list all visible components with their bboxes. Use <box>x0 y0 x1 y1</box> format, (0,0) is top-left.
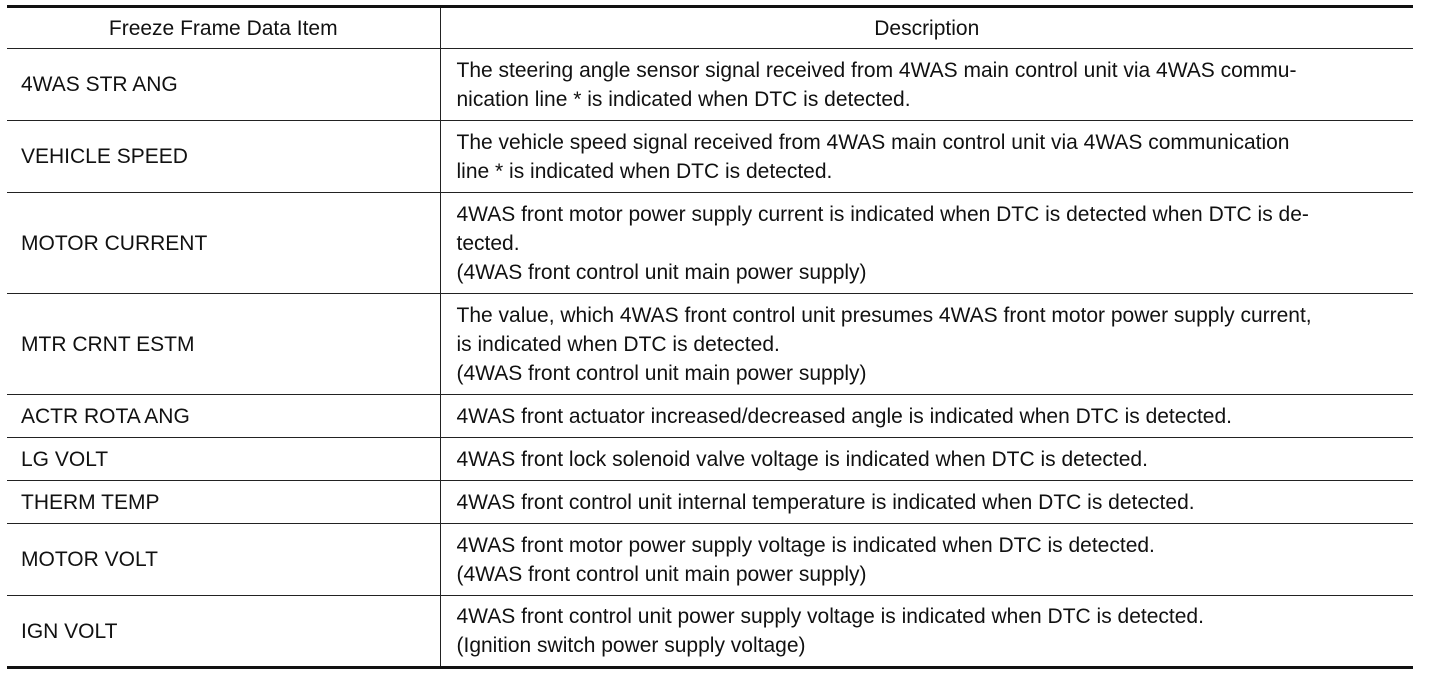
header-item: Freeze Frame Data Item <box>7 7 440 49</box>
description-line: is indicated when DTC is detected. <box>456 332 780 356</box>
table-row <box>7 121 1413 193</box>
description-cell <box>440 438 1413 481</box>
item-cell: MTR CRNT ESTM <box>7 294 440 395</box>
item-cell: LG VOLT <box>7 438 440 481</box>
item-cell: THERM TEMP <box>7 481 440 524</box>
description-cell <box>440 193 1413 294</box>
table-row <box>7 193 1413 294</box>
item-cell: 4WAS STR ANG <box>7 49 440 121</box>
description-line: nication line * is indicated when DTC is detected. <box>456 87 911 111</box>
description-cell <box>440 524 1413 596</box>
table-row <box>7 395 1413 438</box>
table-row <box>7 438 1413 481</box>
description-line: (4WAS front control unit main power supply) <box>456 562 867 586</box>
item-cell: ACTR ROTA ANG <box>7 395 440 438</box>
description-cell <box>440 294 1413 395</box>
description-line: 4WAS front lock solenoid valve voltage is indicated when DTC is detected. <box>456 447 1148 471</box>
item-cell: IGN VOLT <box>7 596 440 668</box>
description-line: 4WAS front control unit power supply voltage is indicated when DTC is detected. <box>456 605 1204 628</box>
table-row <box>7 49 1413 121</box>
description-line: tected. <box>456 231 520 255</box>
description-line: 4WAS front motor power supply current is indicated when DTC is detected when DTC is de- <box>456 202 1309 226</box>
description-line: line * is indicated when DTC is detected. <box>456 159 833 183</box>
description-line: The steering angle sensor signal received from 4WAS main control unit via 4WAS commu- <box>456 58 1297 82</box>
freeze-frame-data-table <box>7 5 1413 669</box>
description-cell <box>440 121 1413 193</box>
description-line: The vehicle speed signal received from 4WAS main control unit via 4WAS communication <box>456 130 1290 154</box>
description-cell <box>440 481 1413 524</box>
table-row <box>7 481 1413 524</box>
item-cell: MOTOR CURRENT <box>7 193 440 294</box>
freeze-frame-table-container <box>7 5 1413 669</box>
description-line: The value, which 4WAS front control unit presumes 4WAS front motor power supply current, <box>456 303 1312 327</box>
header-description: Description <box>440 7 1413 49</box>
description-line: 4WAS front actuator increased/decreased angle is indicated when DTC is detected. <box>456 404 1232 428</box>
table-row <box>7 294 1413 395</box>
description-line: 4WAS front motor power supply voltage is indicated when DTC is detected. <box>456 533 1155 557</box>
description-cell <box>440 395 1413 438</box>
table-row <box>7 596 1413 668</box>
description-line: (Ignition switch power supply voltage) <box>456 634 806 657</box>
description-line: (4WAS front control unit main power supply) <box>456 361 867 385</box>
item-cell: VEHICLE SPEED <box>7 121 440 193</box>
table-header-row <box>7 7 1413 49</box>
table-row <box>7 524 1413 596</box>
description-cell <box>440 49 1413 121</box>
description-line: (4WAS front control unit main power supply) <box>456 260 867 284</box>
description-line: 4WAS front control unit internal temperature is indicated when DTC is detected. <box>456 490 1195 514</box>
description-cell <box>440 596 1413 668</box>
item-cell: MOTOR VOLT <box>7 524 440 596</box>
